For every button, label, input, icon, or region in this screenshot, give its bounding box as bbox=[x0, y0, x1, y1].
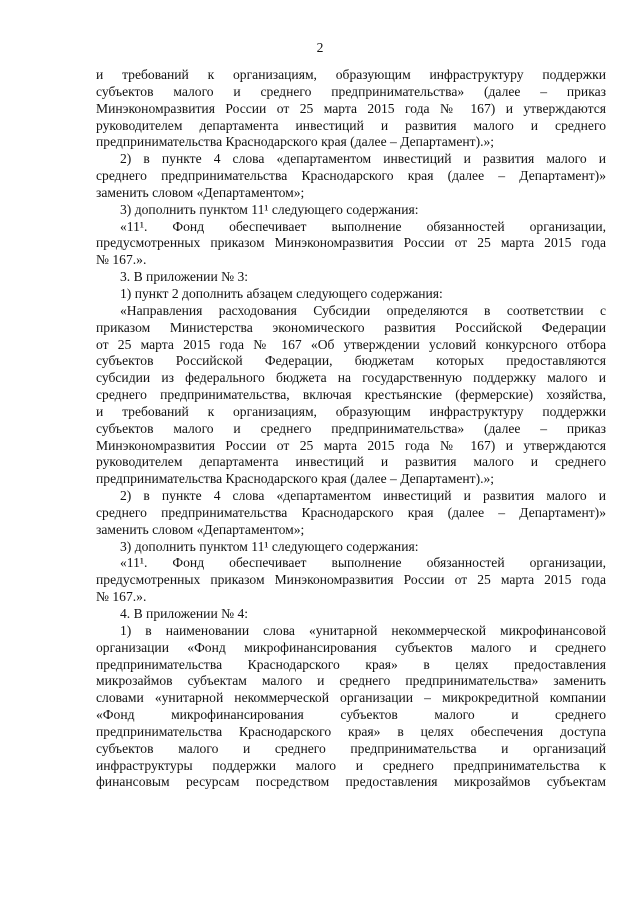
text-line: предпринимательства Краснодарского края» в целях предоставления bbox=[96, 656, 606, 672]
text-line: 2) в пункте 4 слова «департаментом инвестиций и развития малого и bbox=[120, 488, 606, 504]
text-line: микрозаймов субъектам малого и среднего предпринимательства» заменить bbox=[96, 673, 606, 689]
text-line: заменить словом «Департаментом»; bbox=[96, 184, 305, 200]
text-line: предпринимательства Краснодарского края (далее – Департамент).»; bbox=[96, 134, 495, 150]
text-line: 3) дополнить пунктом 11¹ следующего содержания: bbox=[120, 538, 419, 554]
text-line: 3) дополнить пунктом 11¹ следующего содержания: bbox=[120, 201, 419, 217]
text-line: Минэкономразвития России от 25 марта 2015 года № 167) и утверждаются bbox=[96, 100, 606, 116]
text-line: 2) в пункте 4 слова «департаментом инвестиций и развития малого и bbox=[120, 151, 606, 167]
text-line: среднего предпринимательства Краснодарского края (далее – Департамент)» bbox=[96, 168, 606, 184]
text-line: 3. В приложении № 3: bbox=[120, 269, 249, 285]
text-line: заменить словом «Департаментом»; bbox=[96, 521, 305, 537]
text-line: № 167.». bbox=[96, 252, 147, 268]
text-line: № 167.». bbox=[96, 589, 147, 605]
text-line: Минэкономразвития России от 25 марта 2015 года № 167) и утверждаются bbox=[96, 437, 606, 453]
text-line: среднего предпринимательства Краснодарского края (далее – Департамент)» bbox=[96, 504, 606, 520]
text-line: субъектов малого и среднего предпринимательства» (далее – приказ bbox=[96, 420, 606, 436]
text-line: инфраструктуры поддержки малого и среднего предпринимательства к bbox=[96, 757, 606, 773]
text-line: среднего предпринимательства, включая крестьянские (фермерские) хозяйства, bbox=[96, 387, 606, 403]
document-body bbox=[96, 67, 606, 791]
text-line: руководителем департамента инвестиций и развития малого и среднего bbox=[96, 117, 606, 133]
text-line: словами «унитарной некоммерческой организации – микрокредитной компании bbox=[96, 690, 606, 706]
text-line: предпринимательства Краснодарского края» в целях обеспечения доступа bbox=[96, 723, 606, 739]
text-line: субъектов малого и среднего предпринимательства» (далее – приказ bbox=[96, 83, 606, 99]
text-line: предусмотренных приказом Минэкономразвития России от 25 марта 2015 года bbox=[96, 572, 606, 588]
text-line: 1) пункт 2 дополнить абзацем следующего содержания: bbox=[120, 285, 443, 301]
text-line: 1) в наименовании слова «унитарной некоммерческой микрофинансовой bbox=[120, 622, 606, 638]
text-line: предусмотренных приказом Минэкономразвития России от 25 марта 2015 года bbox=[96, 235, 606, 251]
text-line: «Фонд микрофинансирования субъектов малого и среднего bbox=[96, 707, 606, 723]
text-line: «11¹. Фонд обеспечивает выполнение обязанностей организации, bbox=[120, 218, 606, 234]
text-line: субсидии из федерального бюджета на государственную поддержку малого и bbox=[96, 370, 606, 386]
text-line: от 25 марта 2015 года № 167 «Об утверждении условий конкурсного отбора bbox=[96, 336, 606, 352]
text-line: «11¹. Фонд обеспечивает выполнение обязанностей организации, bbox=[120, 555, 606, 571]
text-line: организации «Фонд микрофинансирования субъектов малого и среднего bbox=[96, 639, 606, 655]
text-line: «Направления расходования Субсидии определяются в соответствии с bbox=[120, 302, 606, 318]
text-line: субъектов Российской Федерации, бюджетам которых предоставляются bbox=[96, 353, 606, 369]
text-line: субъектов малого и среднего предпринимательства и организаций bbox=[96, 740, 606, 756]
text-line: и требований к организациям, образующим инфраструктуру поддержки bbox=[96, 403, 606, 419]
text-line: 4. В приложении № 4: bbox=[120, 606, 249, 621]
text-line: предпринимательства Краснодарского края (далее – Департамент).»; bbox=[96, 471, 495, 487]
text-line: и требований к организациям, образующим инфраструктуру поддержки bbox=[96, 67, 606, 82]
text-line: финансовым ресурсам посредством предоставления микрозаймов субъектам bbox=[96, 774, 606, 790]
text-line: руководителем департамента инвестиций и развития малого и среднего bbox=[96, 454, 606, 470]
page-number: 2 bbox=[316, 40, 324, 55]
text-line: приказом Министерства экономического развития Российской Федерации bbox=[96, 319, 606, 335]
